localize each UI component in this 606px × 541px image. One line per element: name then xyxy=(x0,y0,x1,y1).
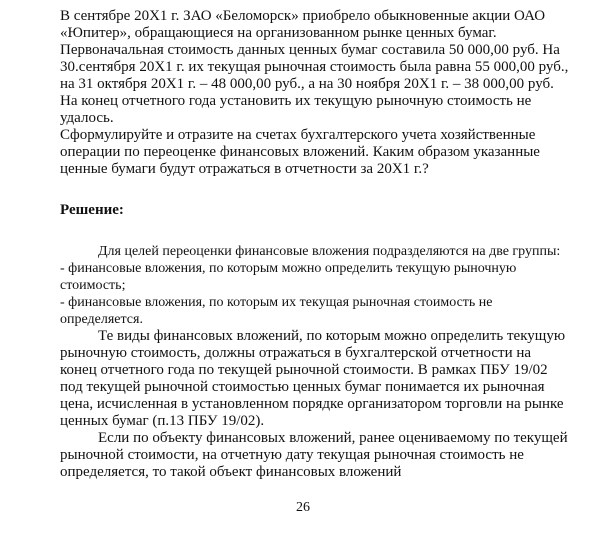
document-page xyxy=(60,8,570,481)
solution-list-item: - финансовые вложения, по которым их текущая рыночная стоимость не определяется. xyxy=(60,295,493,327)
solution-list-item: - финансовые вложения, по которым можно определить текущую рыночную стоимость; xyxy=(60,261,517,293)
task-section xyxy=(60,8,570,178)
solution-paragraph: Те виды финансовых вложений, по которым можно определить текущую рыночную стоимость, должны отражаться в бухгалтерской отчетности на конец отчетного года по текущей рыночной стоимости. В рамках ПБУ 19/02 под текущей рыночной стоимостью ценных бумаг понимается их рыночная цена, исчисленная в установленном порядке организатором торговли на рынке ценных бумаг (п.13 ПБУ 19/02). xyxy=(60,328,566,429)
solution-heading: Решение: xyxy=(60,202,124,218)
task-question: Сформулируйте и отразите на счетах бухгалтерского учета хозяйственные операции по переоценке финансовых вложений. Каким образом указанные ценные бумаги будут отражаться в отчетности за 20Х1 г.? xyxy=(60,127,540,177)
solution-section xyxy=(60,243,570,481)
solution-paragraph: Для целей переоценки финансовые вложения подразделяются на две группы: xyxy=(98,244,561,259)
task-paragraph: В сентябре 20Х1 г. ЗАО «Беломорск» приобрело обыкновенные акции ОАО «Юпитер», обращающиеся на организованном рынке ценных бумаг. Первоначальная стоимость данных ценных бумаг составила 50 000,00 руб. На 30.сентября 20Х1 г. их текущая рыночная стоимость была равна 55 000,00 руб., на 31 октября 20Х1 г. – 48 000,00 руб., а на 30 ноября 20Х1 г. – 38 000,00 руб. На конец отчетного года установить их текущую рыночную стоимость не удалось. xyxy=(60,8,569,126)
page-number: 26 xyxy=(296,500,310,515)
solution-paragraph: Если по объекту финансовых вложений, ранее оцениваемому по текущей рыночной стоимости, на отчетную дату текущая рыночная стоимость не определяется, то такой объект финансовых вложений xyxy=(60,430,568,480)
